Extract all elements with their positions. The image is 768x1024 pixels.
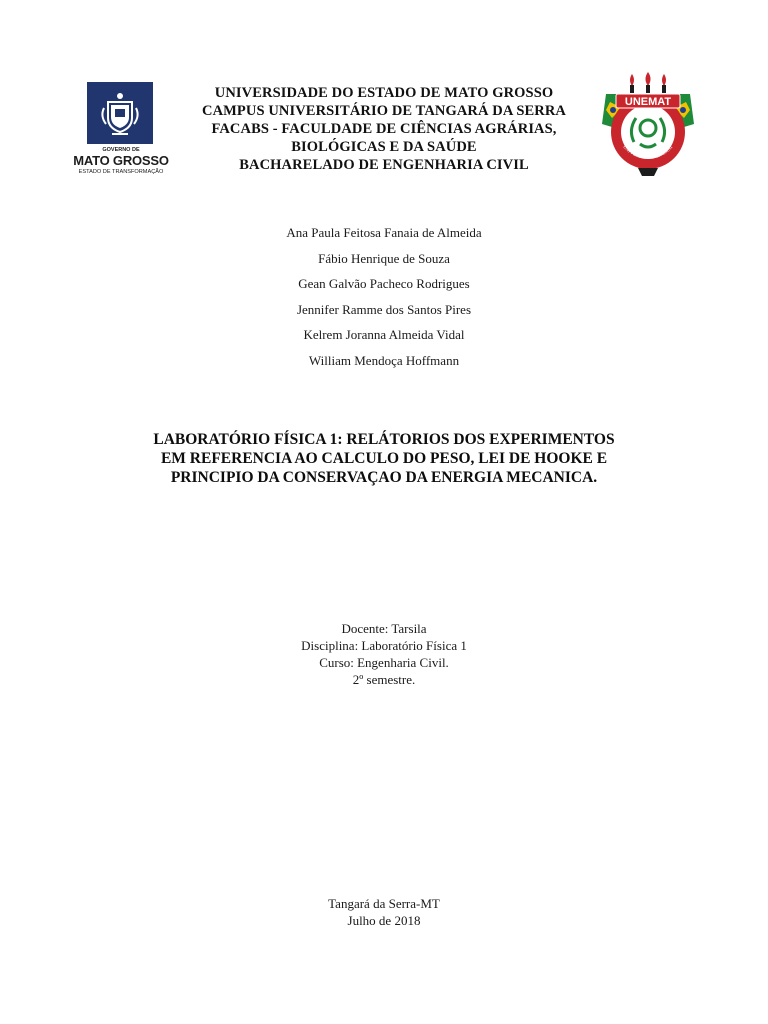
curso-line: Curso: Engenharia Civil. xyxy=(319,655,449,670)
author-name: Kelrem Joranna Almeida Vidal xyxy=(303,327,465,342)
unemat-seal-icon xyxy=(598,72,698,180)
logo-governo-label: GOVERNO DE xyxy=(102,147,140,153)
author-name: Fábio Henrique de Souza xyxy=(318,250,450,266)
title-line: PRINCIPIO DA CONSERVAÇAO DA ENERGIA MECANICA. xyxy=(170,469,598,486)
authors-list xyxy=(0,220,768,373)
header-line-faculty: FACABS - FACULDADE DE CIÊNCIAS AGRÁRIAS, xyxy=(211,121,557,137)
logo-mato-grosso-label: MATO GROSSO xyxy=(73,153,169,168)
header-line-course: BACHARELADO DE ENGENHARIA CIVIL xyxy=(239,157,529,173)
unemat-name: UNEMAT xyxy=(624,96,672,108)
title-line: EM REFERENCIA AO CALCULO DO PESO, LEI DE HOOKE E xyxy=(160,450,608,467)
docente-line: Docente: Tarsila xyxy=(341,621,427,636)
city-line: Tangará da Serra-MT xyxy=(328,896,440,911)
location-date-footer xyxy=(0,895,768,929)
semestre-line: 2º semestre. xyxy=(352,672,416,687)
author-name: Gean Galvão Pacheco Rodrigues xyxy=(298,276,470,291)
date-line: Julho de 2018 xyxy=(347,913,421,928)
author-name: William Mendoça Hoffmann xyxy=(308,352,460,368)
unemat-logo xyxy=(598,72,698,180)
logo-tagline: ESTADO DE TRANSFORMAÇÃO xyxy=(78,169,164,175)
author-name: Ana Paula Feitosa Fanaia de Almeida xyxy=(286,225,482,240)
disciplina-line: Disciplina: Laboratório Física 1 xyxy=(301,638,467,653)
unemat-ring-text: UNIVERSITATE UNEMAT xyxy=(621,144,675,161)
title-line: LABORATÓRIO FÍSICA 1: RELÁTORIOS DOS EXPERIMENTOS xyxy=(153,431,615,448)
header-line-university: UNIVERSIDADE DO ESTADO DE MATO GROSSO xyxy=(214,85,554,101)
header-line-campus: CAMPUS UNIVERSITÁRIO DE TANGARÁ DA SERRA xyxy=(202,103,566,119)
author-name: Jennifer Ramme dos Santos Pires xyxy=(296,301,472,317)
course-info xyxy=(0,620,768,688)
header-line-faculty-cont: BIOLÓGICAS E DA SAÚDE xyxy=(291,139,477,155)
document-title xyxy=(90,430,678,487)
torch-icon xyxy=(630,72,666,93)
